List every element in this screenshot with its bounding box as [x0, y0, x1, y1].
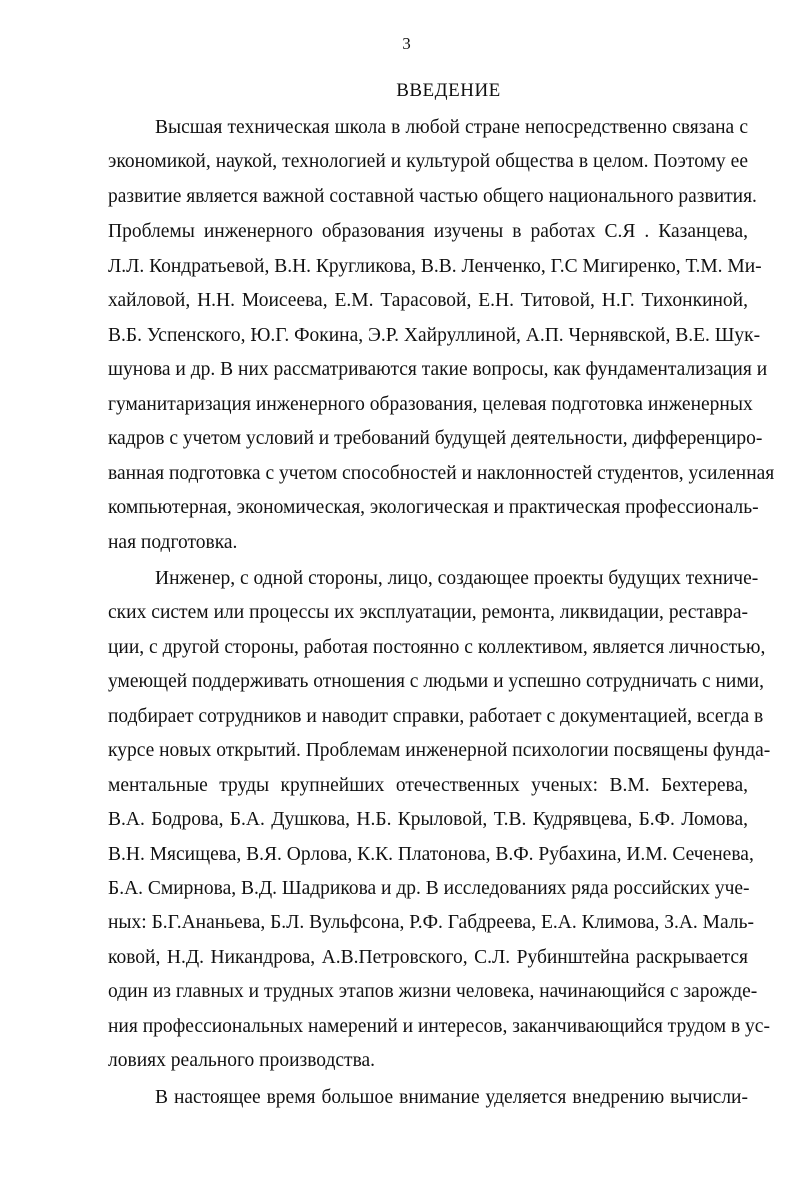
- text-line: шунова и др. В них рассматриваются такие вопросы, как фундаментализация и: [108, 359, 768, 380]
- text-line: один из главных и трудных этапов жизни человека, начинающийся с зарожде-: [108, 981, 758, 1002]
- text-line: Инженер, с одной стороны, лицо, создающее проекты будущих техниче-: [155, 568, 759, 589]
- text-line: ная подготовка.: [108, 532, 238, 553]
- text-line: развитие является важной составной частью общего национального развития.: [108, 186, 757, 207]
- text-line: В.Б. Успенского, Ю.Г. Фокина, Э.Р. Хайруллиной, А.П. Чернявской, В.Е. Шук-: [108, 325, 761, 346]
- text-line: хайловой, Н.Н. Моисеева, Е.М. Тарасовой, Е.Н. Титовой, Н.Г. Тихонкиной,: [108, 290, 748, 311]
- text-line: гуманитаризация инженерного образования, целевая подготовка инженерных: [108, 394, 753, 415]
- text-line: Л.Л. Кондратьевой, В.Н. Кругликова, В.В. Ленченко, Г.С Мигиренко, Т.М. Ми-: [108, 256, 762, 277]
- text-line: ванная подготовка с учетом способностей и наклонностей студентов, усиленная: [108, 463, 775, 484]
- page-number: 3: [402, 34, 411, 53]
- text-line: ментальные труды крупнейших отечественных ученых: В.М. Бехтерева,: [108, 775, 748, 796]
- text-line: ния профессиональных намерений и интересов, заканчивающийся трудом в ус-: [108, 1016, 770, 1037]
- text-line: ловиях реального производства.: [108, 1050, 376, 1071]
- text-line: ции, с другой стороны, работая постоянно с коллективом, является личностью,: [108, 637, 766, 658]
- text-line: В.А. Бодрова, Б.А. Душкова, Н.Б. Крыловой, Т.В. Кудрявцева, Б.Ф. Ломова,: [108, 809, 748, 830]
- section-heading: ВВЕДЕНИЕ: [396, 80, 501, 101]
- text-line: В настоящее время большое внимание уделяется внедрению вычисли-: [155, 1087, 748, 1108]
- text-line: курсе новых открытий. Проблемам инженерной психологии посвящены фунда-: [108, 740, 771, 761]
- text-line: В.Н. Мясищева, В.Я. Орлова, К.К. Платонова, В.Ф. Рубахина, И.М. Сеченева,: [108, 844, 754, 865]
- text-line: экономикой, наукой, технологией и культурой общества в целом. Поэтому ее: [108, 151, 748, 172]
- text-line: Б.А. Смирнова, В.Д. Шадрикова и др. В исследованиях ряда российских уче-: [108, 878, 750, 899]
- text-line: компьютерная, экономическая, экологическая и практическая профессиональ-: [108, 497, 759, 518]
- text-line: Высшая техническая школа в любой стране непосредственно связана с: [155, 117, 748, 138]
- text-line: умеющей поддерживать отношения с людьми и успешно сотрудничать с ними,: [108, 671, 764, 692]
- text-line: кадров с учетом условий и требований будущей деятельности, дифференциро-: [108, 428, 763, 449]
- text-line: ковой, Н.Д. Никандрова, А.В.Петровского, С.Л. Рубинштейна раскрывается: [108, 947, 748, 968]
- text-line: ских систем или процессы их эксплуатации, ремонта, ликвидации, реставра-: [108, 602, 748, 623]
- text-line: подбирает сотрудников и наводит справки, работает с документацией, всегда в: [108, 706, 764, 727]
- text-line: ных: Б.Г.Ананьева, Б.Л. Вульфсона, Р.Ф. Габдреева, Е.А. Климова, З.А. Маль-: [108, 912, 754, 933]
- text-line: Проблемы инженерного образования изучены в работах С.Я . Казанцева,: [108, 221, 748, 242]
